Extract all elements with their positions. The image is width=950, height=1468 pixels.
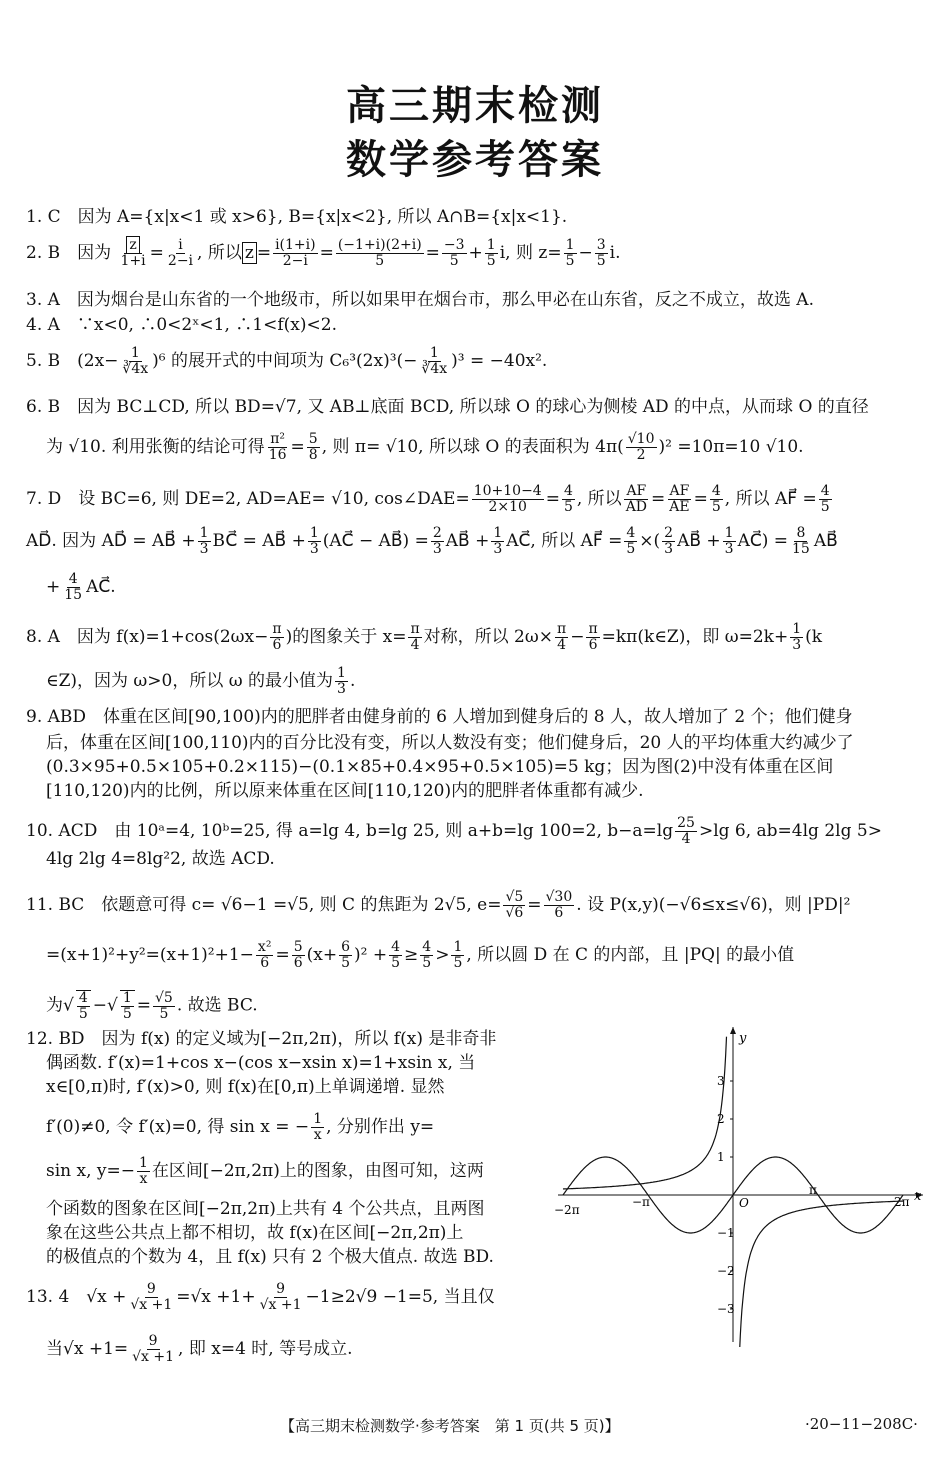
answer-10-line2: 4lg 2lg 4=8lg²2, 故选 ACD. xyxy=(46,849,275,869)
answer-12-line8: 的极值点的个数为 4，且 f(x) 只有 2 个极大值点. 故选 BD. xyxy=(46,1247,494,1267)
tick-x-minus-pi: −π xyxy=(632,1195,650,1209)
answer-12-line2: 偶函数. f′(x)=1+cos x−(cos x−xsin x)=1+xsin x, 当 xyxy=(46,1053,476,1073)
answer-11-line1: 11. BC 依题意可得 c= √6−1 =√5, 则 C 的焦距为 2√5, e= $\frac{√5}{√6}$ = $\frac{√30}{6}$ . 设 P(x,y)(−√6≤x≤√6)，则 |PD|² xyxy=(26,889,851,921)
y-tick-label: −2 xyxy=(717,1264,735,1278)
answer-11-line2: =(x+1)²+y²=(x+1)²+1− $\frac{\text{x²}}{6}$ = $\frac{5}{6}$ (x+ $\frac{6}{5}$ )² + $\frac{4}{5}$ ≥ $\frac{4}{5}$ > $\frac{1}{5}$ , 所以圆 D 在 C 的内部，且 |PQ| 的最小值 xyxy=(46,939,795,971)
answer-12-line4: f′(0)≠0, 令 f′(x)=0, 得 sin x = − $\frac{1}{x}$ , 分别作出 y= xyxy=(46,1111,435,1143)
y-tick-label: 3 xyxy=(717,1074,725,1088)
answer-13-line2: 当√x +1= $\frac{9}{√x +1}$ , 即 x=4 时, 等号成立. xyxy=(46,1333,353,1365)
answer-9-line3: (0.3×95+0.5×105+0.2×115)−(0.1×85+0.4×95+0.5×105)=5 kg；因为图(2)中没有体重在区间 xyxy=(46,757,834,777)
answer-6-line1: 6. B 因为 BC⊥CD, 所以 BD=√7, 又 AB⊥底面 BCD, 所以球 O 的球心为侧棱 AD 的中点，从而球 O 的直径 xyxy=(26,397,869,417)
answer-12-line1: 12. BD 因为 f(x) 的定义域为[−2π,2π)，所以 f(x) 是非奇非 xyxy=(26,1029,497,1049)
reciprocal-curve-right xyxy=(740,1201,904,1347)
answer-1: 1. C 因为 A={x|x<1 或 x>6}, B={x|x<2}, 所以 A∩B={x|x<1}. xyxy=(26,207,568,227)
y-tick-label: −1 xyxy=(717,1226,735,1240)
page-subtitle: 数学参考答案 xyxy=(346,137,604,183)
tick-x-2pi: 2π xyxy=(894,1195,910,1209)
y-tick-label: −3 xyxy=(717,1302,735,1316)
answer-7-line1: 7. D 设 BC=6, 则 DE=2, AD=AE= √10, cos∠DAE= $\frac{10+10-4}{2\times 10}$ = $\frac{4}{5}$ , 所以 $\frac{AF}{AD}$ = $\frac{AF}{AE}$ = $\frac{4}{5}$ , 所以 AF⃗ = $\frac{4}{5}$ xyxy=(26,483,830,515)
footer-code: ·20−11−208C· xyxy=(805,1415,918,1433)
answer-13-line1: 13. 4 √x + $\frac{9}{√x +1}$ =√x +1+ $\frac{9}{√x +1}$ −1≥2√9 −1=5, 当且仅 xyxy=(26,1281,495,1313)
answer-9-line1: 9. ABD 体重在区间[90,100)内的肥胖者由健身前的 6 人增加到健身后的 8 人，故人增加了 2 个；他们健身 xyxy=(26,707,853,727)
tick-x-minus-2pi: −2π xyxy=(554,1203,580,1217)
footer-text: 【高三期末检测数学·参考答案 第 1 页(共 5 页)】 xyxy=(280,1417,620,1435)
y-tick-label: 2 xyxy=(717,1112,725,1126)
answer-4: 4. A ∵x<0, ∴0<2ˣ<1, ∴1<f(x)<2. xyxy=(26,315,337,335)
reciprocal-curve-left xyxy=(563,1037,727,1189)
answer-12-line5: sin x, y=− $\frac{1}{x}$ 在区间[−2π,2π)上的图象，由图可知，这两 xyxy=(46,1155,484,1187)
answer-9-line2: 后，体重在区间[100,110)内的百分比没有变，所以人数没有变；他们健身后，20 人的平均体重大约减少了 xyxy=(46,733,854,753)
x-axis-label: x xyxy=(914,1189,922,1204)
origin-label: O xyxy=(739,1196,749,1210)
y-axis-label: y xyxy=(739,1031,747,1046)
answer-10-line1: 10. ACD 由 10ᵃ=4, 10ᵇ=25, 得 a=lg 4, b=lg 25, 则 a+b=lg 100=2, b−a=lg $\frac{25}{4}$ >lg 6, ab=4lg 2lg 5> xyxy=(26,815,882,847)
answer-7-line2: AD⃗. 因为 AD⃗ = AB⃗ + $\frac{1}{3}$ BC⃗ = AB⃗ + $\frac{1}{3}$ (AC⃗ − AB⃗) = $\frac{2}{3}$ AB⃗ + $\frac{1}{3}$ AC⃗, 所以 AF⃗ = $\frac{4}{5}$ ×( $\frac{2}{3}$ AB⃗ + $\frac{1}{3}$ AC⃗) = $\frac{8}{15}$ AB⃗ xyxy=(26,525,838,557)
answer-9-line4: [110,120)内的比例，所以原来体重在区间[110,120)内的肥胖者体重都有减少. xyxy=(46,781,644,801)
answer-5: 5. B (2x− $\frac{1}{∛4x}$ )⁶ 的展开式的中间项为 C₆³(2x)³(− $\frac{1}{∛4x}$ )³ = −40x². xyxy=(26,345,548,377)
answer-2: 2. B 因为 $\frac{z}{1+i}$ = $\frac{i}{2-i}$ , 所以 z = $\frac{i(1+i)}{2-i}$ = $\frac{(-1+i)(2+i)}{5}$ = $\frac{-3}{5}$ + $\frac{1}{5}$ i, 则 z= $\frac{1}{5}$ − $\frac{3}{5}$ i. xyxy=(26,237,621,269)
answer-6-line2: 为 √10. 利用张衡的结论可得 $\frac{\text{π²}}{16}$ = $\frac{5}{8}$ , 则 π= √10, 所以球 O 的表面积为 4π( $\frac{√10}{2}$ )² =10π=10 √10. xyxy=(46,431,804,463)
tick-x-pi: π xyxy=(809,1183,817,1197)
answer-8-line1: 8. A 因为 f(x)=1+cos(2ωx− $\frac{\pi}{6}$ )的图象关于 x= $\frac{\pi}{4}$ 对称，所以 2ω× $\frac{\pi}{4}$ − $\frac{\pi}{6}$ =kπ(k∈Z)，即 ω=2k+ $\frac{1}{3}$ (k xyxy=(26,621,823,653)
page-title: 高三期末检测 xyxy=(346,83,604,129)
function-graph xyxy=(548,1022,928,1347)
answer-12-line3: x∈[0,π)时, f′(x)>0, 则 f(x)在[0,π)上单调递增. 显然 xyxy=(46,1077,445,1097)
answer-8-line2: ∈Z)，因为 ω>0，所以 ω 的最小值为 $\frac{1}{3}$ . xyxy=(46,665,356,697)
answer-3: 3. A 因为烟台是山东省的一个地级市，所以如果甲在烟台市，那么甲必在山东省，反之不成立，故选 A. xyxy=(26,290,814,310)
answer-12-line6: 个函数的图象在区间[−2π,2π)上共有 4 个公共点，且两图 xyxy=(46,1199,485,1219)
answer-11-line3: 为√ $\frac{4}{5}$ −√ $\frac{1}{5}$ = $\frac{√5}{5}$ . 故选 BC. xyxy=(46,989,258,1022)
y-tick-label: 1 xyxy=(717,1150,725,1164)
answer-12-line7: 象在这些公共点上都不相切，故 f(x)在区间[−2π,2π)上 xyxy=(46,1223,464,1243)
answer-7-line3: + $\frac{4}{15}$ AC⃗. xyxy=(46,571,116,603)
